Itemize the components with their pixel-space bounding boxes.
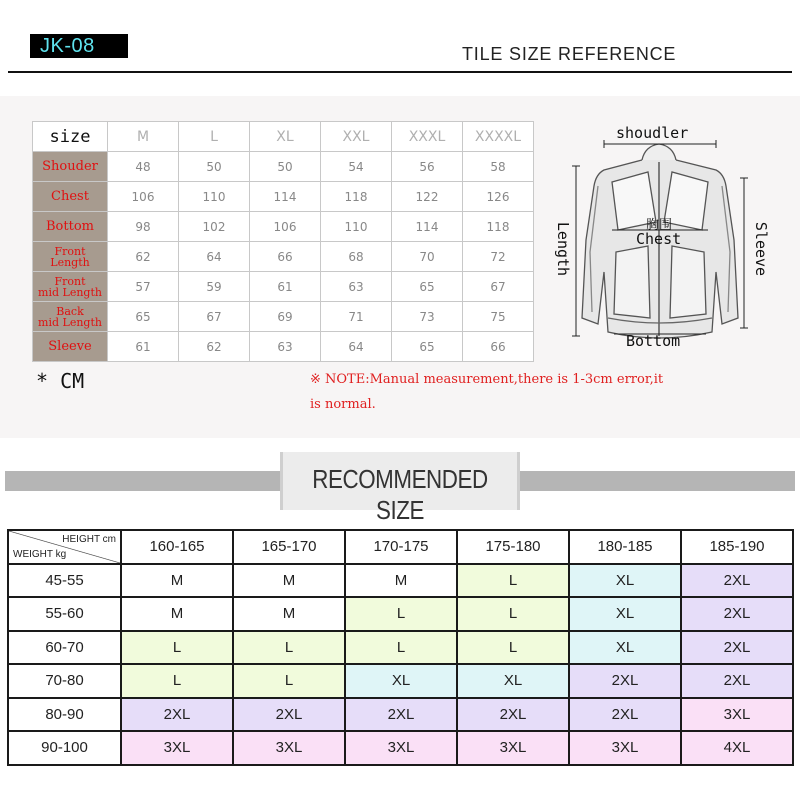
measurement-value: 50 — [250, 152, 321, 182]
measurement-value: 61 — [108, 332, 179, 362]
recommended-size-table — [7, 529, 794, 766]
measurement-value: 71 — [321, 302, 392, 332]
size-header-cell: XXL — [321, 122, 392, 152]
size-chart-table — [32, 121, 534, 362]
measurement-value: 56 — [392, 152, 463, 182]
measurement-value: 57 — [108, 272, 179, 302]
recommended-size-cell: 4XL — [681, 731, 793, 765]
measurement-value: 98 — [108, 212, 179, 242]
recommended-size-cell: 2XL — [681, 664, 793, 698]
height-header-cell: 185-190 — [681, 530, 793, 564]
jacket-diagram — [552, 122, 780, 358]
measurement-value: 67 — [179, 302, 250, 332]
weight-row — [8, 564, 793, 598]
recommended-size-cell: L — [345, 631, 457, 665]
height-weight-corner — [8, 530, 121, 564]
recommended-size-cell: XL — [457, 664, 569, 698]
recommended-size-cell: M — [345, 564, 457, 598]
size-header-label: size — [33, 122, 108, 152]
measurement-value: 122 — [392, 182, 463, 212]
recommended-size-cell: 2XL — [233, 698, 345, 732]
measurement-value: 65 — [392, 332, 463, 362]
weight-row — [8, 731, 793, 765]
measurement-value: 75 — [463, 302, 534, 332]
size-header-cell: XXXXL — [463, 122, 534, 152]
weight-row — [8, 597, 793, 631]
recommended-size-cell: L — [457, 564, 569, 598]
measurement-value: 58 — [463, 152, 534, 182]
recommended-size-cell: 3XL — [569, 731, 681, 765]
measurement-value: 106 — [250, 212, 321, 242]
recommended-size-cell: 2XL — [569, 698, 681, 732]
measurement-value: 69 — [250, 302, 321, 332]
recommended-size-cell: L — [457, 631, 569, 665]
diagram-chest-cn-label: 胸围 — [646, 218, 673, 233]
size-header-cell: M — [108, 122, 179, 152]
recommended-size-cell: 2XL — [457, 698, 569, 732]
recommended-size-cell: XL — [569, 597, 681, 631]
recommended-size-cell: 2XL — [345, 698, 457, 732]
measurement-value: 72 — [463, 242, 534, 272]
recommended-title: RECOMMENDED SIZE — [312, 464, 488, 525]
recommended-size-cell: L — [457, 597, 569, 631]
measurement-value: 63 — [321, 272, 392, 302]
size-chart-body — [33, 122, 534, 362]
weight-cell: 60-70 — [8, 631, 121, 665]
size-row — [33, 242, 534, 272]
weight-cell: 80-90 — [8, 698, 121, 732]
measurement-value: 65 — [392, 272, 463, 302]
recommended-size-cell: 2XL — [681, 597, 793, 631]
measurement-value: 61 — [250, 272, 321, 302]
measurement-value: 65 — [108, 302, 179, 332]
measurement-label: Front Length — [33, 242, 108, 272]
measurement-label: Bottom — [33, 212, 108, 242]
diagram-bottom-label: Bottom — [626, 332, 681, 350]
measurement-value: 126 — [463, 182, 534, 212]
recommended-size-cell: L — [233, 664, 345, 698]
recommended-header-row — [8, 530, 793, 564]
height-header-cell: 165-170 — [233, 530, 345, 564]
recommended-size-cell: M — [233, 564, 345, 598]
measurement-value: 62 — [179, 332, 250, 362]
size-row — [33, 212, 534, 242]
measurement-value: 66 — [250, 242, 321, 272]
size-row — [33, 272, 534, 302]
height-header-cell: 175-180 — [457, 530, 569, 564]
recommended-size-cell: 2XL — [569, 664, 681, 698]
measurement-value: 59 — [179, 272, 250, 302]
recommended-size-cell: M — [121, 564, 233, 598]
recommended-size-body — [8, 530, 793, 765]
measurement-value: 118 — [463, 212, 534, 242]
measurement-value: 48 — [108, 152, 179, 182]
measurement-value: 50 — [179, 152, 250, 182]
measurement-value: 110 — [179, 182, 250, 212]
measurement-label: Chest — [33, 182, 108, 212]
diagram-length-label: Length — [554, 221, 573, 277]
height-header-cell: 170-175 — [345, 530, 457, 564]
recommended-size-cell: 3XL — [681, 698, 793, 732]
size-row — [33, 152, 534, 182]
title-divider — [8, 71, 792, 73]
weight-cell: 90-100 — [8, 731, 121, 765]
recommended-size-cell: 3XL — [121, 731, 233, 765]
weight-cell: 55-60 — [8, 597, 121, 631]
size-header-cell: L — [179, 122, 250, 152]
measurement-value: 73 — [392, 302, 463, 332]
page-title: TILE SIZE REFERENCE — [462, 44, 677, 64]
measurement-value: 63 — [250, 332, 321, 362]
measurement-value: 64 — [179, 242, 250, 272]
measurement-value: 70 — [392, 242, 463, 272]
size-row — [33, 332, 534, 362]
weight-cell: 45-55 — [8, 564, 121, 598]
size-row — [33, 302, 534, 332]
recommended-size-cell: 3XL — [345, 731, 457, 765]
measurement-value: 54 — [321, 152, 392, 182]
weight-row — [8, 698, 793, 732]
recommended-size-cell: XL — [569, 564, 681, 598]
measurement-value: 66 — [463, 332, 534, 362]
height-axis-label: HEIGHT cm — [62, 534, 116, 545]
diagram-shoulder-label: shoudler — [616, 124, 689, 142]
recommended-size-cell: L — [121, 631, 233, 665]
weight-row — [8, 631, 793, 665]
recommended-size-cell: 3XL — [457, 731, 569, 765]
measurement-note: ※ NOTE:Manual measurement,there is 1-3cm error,it is normal. — [310, 372, 664, 412]
recommended-size-cell: 2XL — [121, 698, 233, 732]
recommended-size-cell: XL — [345, 664, 457, 698]
size-row — [33, 182, 534, 212]
recommended-size-cell: XL — [569, 631, 681, 665]
size-header-row — [33, 122, 534, 152]
measurement-label: Shouder — [33, 152, 108, 182]
weight-cell: 70-80 — [8, 664, 121, 698]
diagram-chest-label: Chest — [636, 230, 682, 248]
recommended-size-cell: 2XL — [681, 631, 793, 665]
size-header-cell: XXXL — [392, 122, 463, 152]
recommended-size-cell: 2XL — [681, 564, 793, 598]
measurement-label: Front mid Length — [33, 272, 108, 302]
measurement-value: 114 — [392, 212, 463, 242]
measurement-value: 118 — [321, 182, 392, 212]
measurement-value: 102 — [179, 212, 250, 242]
diagram-sleeve-label: Sleeve — [752, 221, 771, 277]
measurement-value: 68 — [321, 242, 392, 272]
height-header-cell: 180-185 — [569, 530, 681, 564]
unit-note: * CM — [36, 369, 85, 393]
recommended-size-cell: L — [345, 597, 457, 631]
recommended-size-cell: 3XL — [233, 731, 345, 765]
size-header-cell: XL — [250, 122, 321, 152]
measurement-value: 62 — [108, 242, 179, 272]
recommended-size-cell: L — [233, 631, 345, 665]
recommended-size-cell: M — [121, 597, 233, 631]
recommended-size-cell: L — [121, 664, 233, 698]
height-header-cell: 160-165 — [121, 530, 233, 564]
weight-axis-label: WEIGHT kg — [13, 548, 67, 560]
model-badge: JK-08 — [30, 34, 128, 58]
recommended-size-cell: M — [233, 597, 345, 631]
measurement-label: Sleeve — [33, 332, 108, 362]
measurement-value: 67 — [463, 272, 534, 302]
measurement-value: 114 — [250, 182, 321, 212]
measurement-label: Back mid Length — [33, 302, 108, 332]
measurement-value: 110 — [321, 212, 392, 242]
measurement-value: 64 — [321, 332, 392, 362]
weight-row — [8, 664, 793, 698]
measurement-value: 106 — [108, 182, 179, 212]
